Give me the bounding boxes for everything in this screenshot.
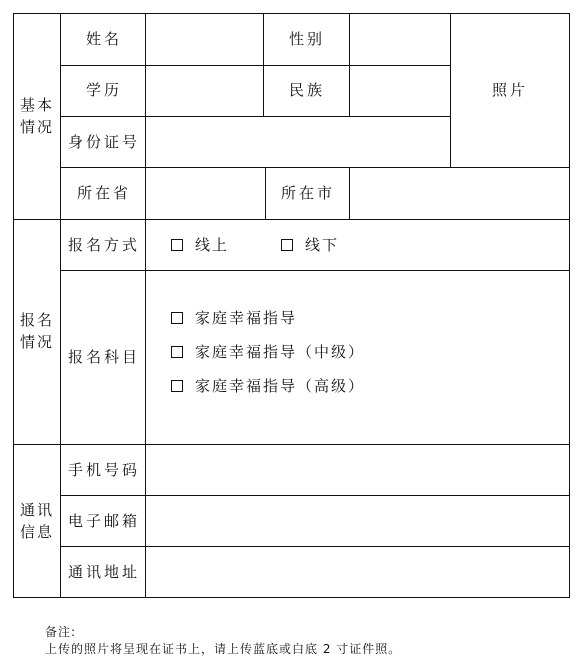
column-divider [265,167,266,219]
subject-advanced-label: 家庭幸福指导（高级） [195,377,366,395]
photo-field[interactable] [451,14,568,167]
subject-basic-label: 家庭幸福指导 [195,309,298,327]
option-offline-label: 线下 [305,236,340,254]
subject-intermediate-label: 家庭幸福指导（中级） [195,343,366,361]
ethnicity-field[interactable] [350,66,449,116]
label-signup-method: 报名方式 [67,236,141,254]
label-province: 所在省 [76,184,132,202]
checkbox-icon[interactable] [171,380,183,392]
label-ethnicity: 民族 [288,81,326,99]
section-signup-info: 报名 情况 [19,311,54,351]
label-address: 通讯地址 [67,563,141,581]
checkbox-icon[interactable] [171,346,183,358]
section-basic-info: 基本 情况 [19,96,54,136]
email-field[interactable] [146,496,568,546]
option-offline[interactable] [281,236,339,254]
label-phone: 手机号码 [67,461,141,479]
option-online-label: 线上 [195,236,230,254]
section-contact-info: 通讯 信息 [19,501,54,541]
id-number-field[interactable] [146,117,449,167]
gender-field[interactable] [350,14,449,65]
label-name: 姓名 [85,30,123,48]
education-field[interactable] [146,66,262,116]
address-field[interactable] [146,547,568,597]
checkbox-icon[interactable] [281,239,293,251]
checkbox-icon[interactable] [171,239,183,251]
label-city: 所在市 [280,184,336,202]
checkbox-icon[interactable] [171,312,183,324]
city-field[interactable] [350,168,568,219]
option-subject-intermediate[interactable] [171,343,365,361]
label-education: 学历 [85,81,123,99]
option-subject-basic[interactable] [171,309,297,327]
option-subject-advanced[interactable] [171,377,365,395]
label-email: 电子邮箱 [67,512,141,530]
option-online[interactable] [171,236,229,254]
section-column-divider [60,13,61,598]
phone-field[interactable] [146,445,568,495]
note-title: 备注: [45,625,77,639]
name-field[interactable] [146,14,262,65]
row-divider [60,270,569,271]
column-divider [263,13,264,116]
section-divider [13,219,569,220]
label-photo: 照片 [491,81,529,99]
province-field[interactable] [146,168,264,219]
label-id-number: 身份证号 [67,133,141,151]
label-signup-subject: 报名科目 [67,348,141,366]
label-gender: 性别 [288,30,326,48]
note-text: 上传的照片将呈现在证书上，请上传蓝底或白底 2 寸证件照。 [45,642,402,656]
table-border-right [569,13,570,598]
table-border-bottom [13,597,569,598]
